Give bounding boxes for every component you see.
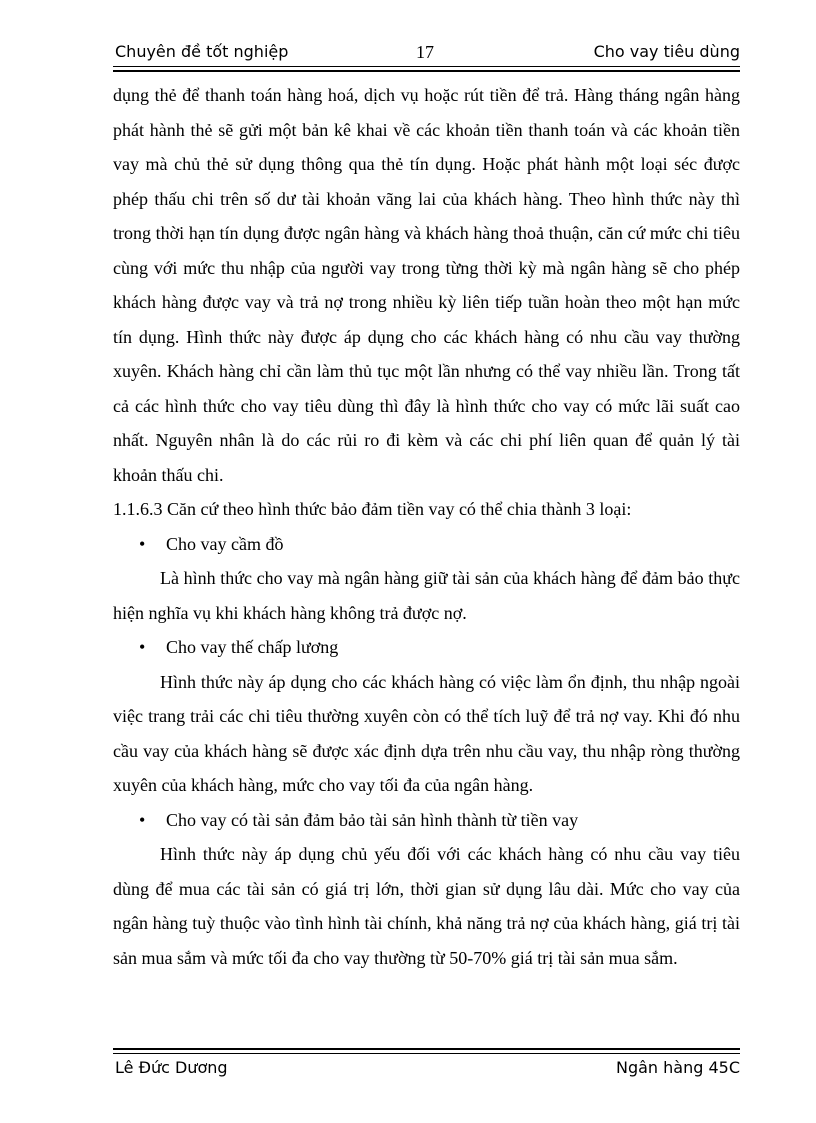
bullet-label: Cho vay cầm đồ (166, 533, 284, 554)
section-heading: 1.1.6.3 Căn cứ theo hình thức bảo đảm tiền vay có thể chia thành 3 loại: (113, 499, 632, 519)
page-number: 17 (416, 42, 434, 62)
bullet-icon: • (139, 533, 146, 554)
paragraph-salary: Hình thức này áp dụng cho các khách hàng có việc làm ổn định, thu nhập ngoài việc trang trải các chi tiêu thường xuyên còn có thể tích luỹ để trả nợ vay. Khi đó nhu cầu vay của khách hàng sẽ được xác định dựa trên nhu cầu vay, thu nhập ròng thường xuyên của khách hàng, mức cho vay tối đa của ngân hàng. (113, 671, 740, 795)
bullet-icon: • (139, 809, 146, 830)
page-body (113, 78, 740, 975)
header-rule (113, 66, 740, 72)
bullet-label: Cho vay thế chấp lương (166, 637, 339, 657)
bullet-item-pawn (113, 527, 740, 562)
paragraph-asset: Hình thức này áp dụng chủ yếu đối với các khách hàng có nhu cầu vay tiêu dùng để mua các tài sản có giá trị lớn, thời gian sử dụng lâu dài. Mức cho vay của ngân hàng tuỳ thuộc vào tình hình tài chính, khả năng trả nợ của khách hàng, giá trị tài sản mua sắm và mức tối đa cho vay thường từ 50-70% giá trị tài sản mua sắm. (113, 844, 740, 968)
bullet-item-asset (113, 803, 740, 838)
bullet-item-salary (113, 630, 740, 665)
page-header (113, 40, 740, 64)
header-topic: Cho vay tiêu dùng (593, 42, 740, 61)
bullet-label: Cho vay có tài sản đảm bảo tài sản hình thành từ tiền vay (166, 809, 579, 830)
footer-class: Ngân hàng 45C (615, 1058, 740, 1077)
footer-rule (113, 1048, 740, 1054)
header-document-type: Chuyên đề tốt nghiệp (115, 42, 289, 61)
bullet-icon: • (139, 637, 146, 657)
footer-author: Lê Đức Dương (115, 1058, 228, 1077)
page-footer (113, 1058, 740, 1082)
paragraph-overdraft: dụng thẻ để thanh toán hàng hoá, dịch vụ hoặc rút tiền để trả. Hàng tháng ngân hàng phát hành thẻ sẽ gửi một bản kê khai về các khoản tiền thanh toán và các khoản tiền vay mà chủ thẻ sử dụng thông qua thẻ tín dụng. Hoặc phát hành một loại séc được phép thấu chi trên số dư tài khoản vãng lai của khách hàng. Theo hình thức này thì trong thời hạn tín dụng được ngân hàng và khách hàng thoả thuận, căn cứ mức chi tiêu cùng với mức thu nhập của người vay trong từng thời kỳ mà ngân hàng sẽ cho phép khách hàng được vay và trả nợ trong nhiều kỳ liên tiếp tuần hoàn theo một hạn mức tín dụng. Hình thức này được áp dụng cho các khách hàng có nhu cầu vay thường xuyên. Khách hàng chỉ cần làm thủ tục một lần nhưng có thể vay nhiều lần. Trong tất cả các hình thức cho vay tiêu dùng thì đây là hình thức cho vay có mức lãi suất cao nhất. Nguyên nhân là do các rủi ro đi kèm và các chi phí liên quan để quản lý tài khoản thấu chi. (113, 85, 740, 485)
paragraph-pawn: Là hình thức cho vay mà ngân hàng giữ tài sản của khách hàng để đảm bảo thực hiện nghĩa vụ khi khách hàng không trả được nợ. (113, 568, 740, 623)
